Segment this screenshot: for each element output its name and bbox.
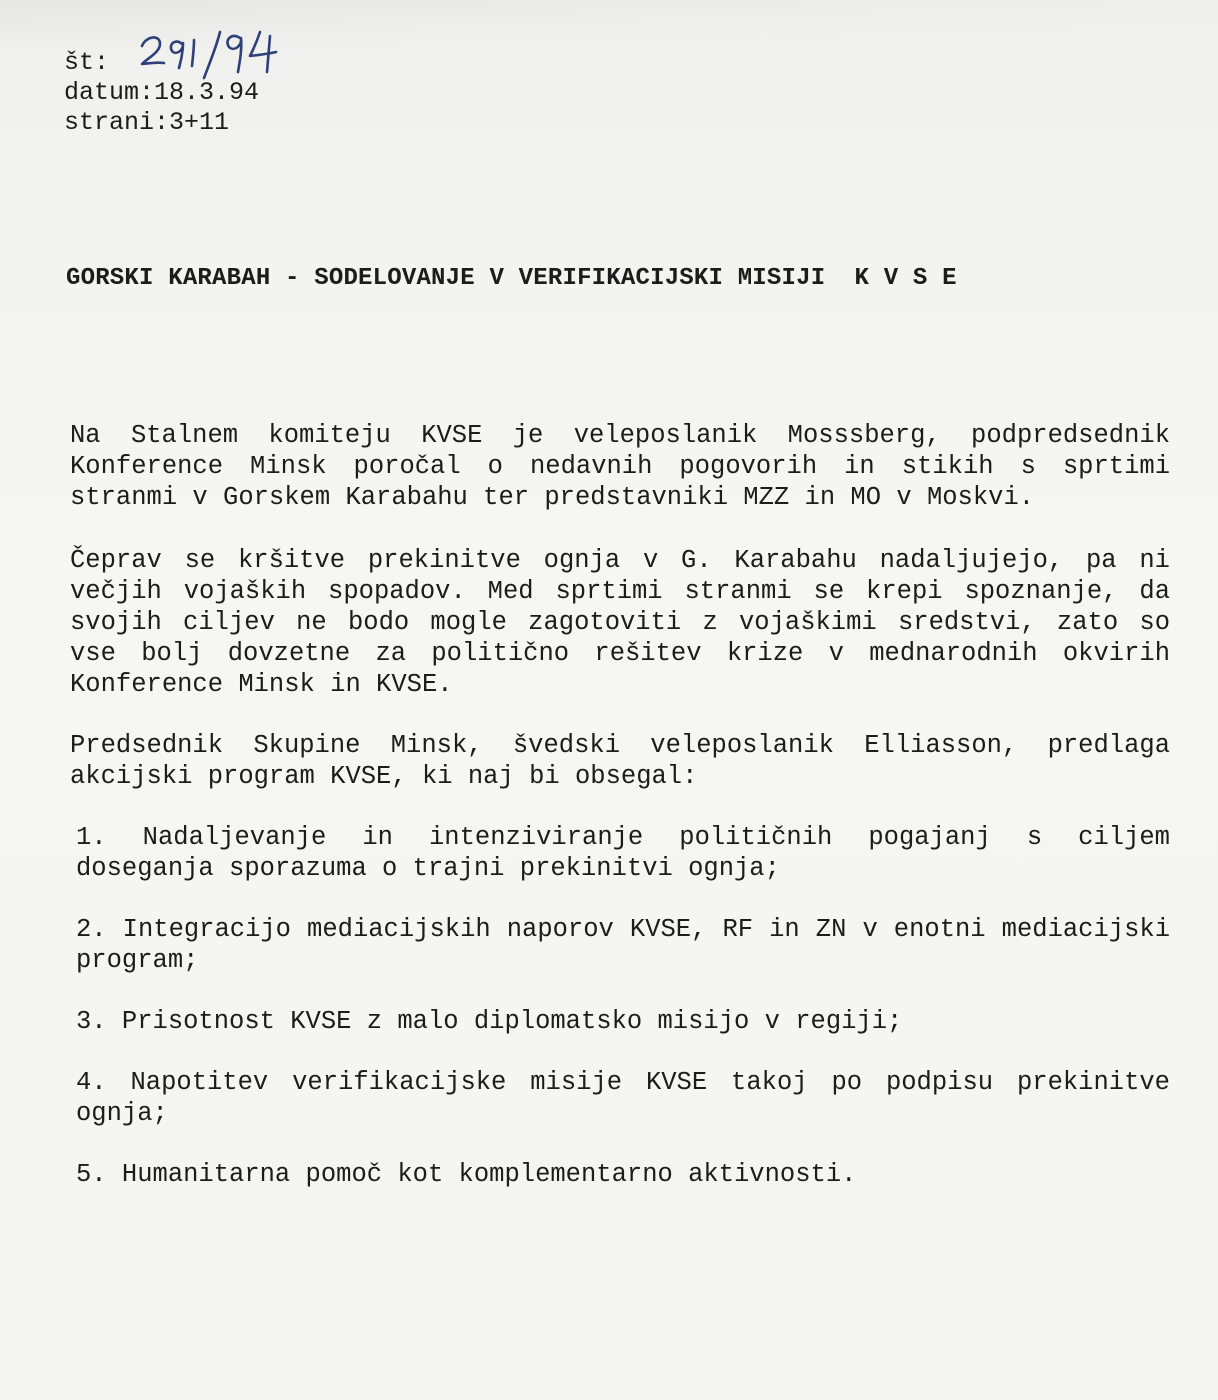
- document-title: GORSKI KARABAH - SODELOVANJE V VERIFIKACIJSKI MISIJI K V S E: [66, 265, 957, 292]
- list-item-5: 5. Humanitarna pomoč kot komplementarno aktivnosti.: [76, 1160, 857, 1189]
- st-label: št:: [64, 48, 110, 77]
- handwritten-number-291-94: [136, 22, 296, 82]
- paragraph-1: Na Stalnem komiteju KVSE je veleposlanik Mosssberg, podpredsednik Konference Minsk poročal o nedavnih pogovorih in stikih s sprtimi stranmi v Gorskem Karabahu ter predstavniki MZZ in MO v Moskvi.: [70, 421, 1170, 512]
- list-item-4: 4. Napotitev verifikacijske misije KVSE takoj po podpisu prekinitve ognja;: [76, 1068, 1170, 1128]
- list-item-3: 3. Prisotnost KVSE z malo diplomatsko misijo v regiji;: [76, 1007, 903, 1036]
- list-item-1: 1. Nadaljevanje in intenziviranje političnih pogajanj s ciljem doseganja sporazuma o trajni prekinitvi ognja;: [76, 823, 1170, 883]
- list-item-2: 2. Integracijo mediacijskih naporov KVSE, RF in ZN v enotni mediacijski program;: [76, 915, 1170, 975]
- paragraph-3: Predsednik Skupine Minsk, švedski veleposlanik Elliasson, predlaga akcijski program KVSE, ki naj bi obsegal:: [70, 731, 1170, 791]
- paragraph-2: Čeprav se kršitve prekinitve ognja v G. Karabahu nadaljujejo, pa ni večjih vojaških spopadov. Med sprtimi stranmi se krepi spoznanje, da svojih ciljev ne bodo mogle zagotoviti z vojaškimi sredstvi, zato so vse bolj dovzetne za politično rešitev krize v mednarodnih okvirih Konference Minsk in KVSE.: [70, 546, 1170, 699]
- strani-line: strani:3+11: [64, 108, 230, 137]
- datum-line: datum:18.3.94: [64, 78, 260, 107]
- document-body: [70, 420, 1170, 1220]
